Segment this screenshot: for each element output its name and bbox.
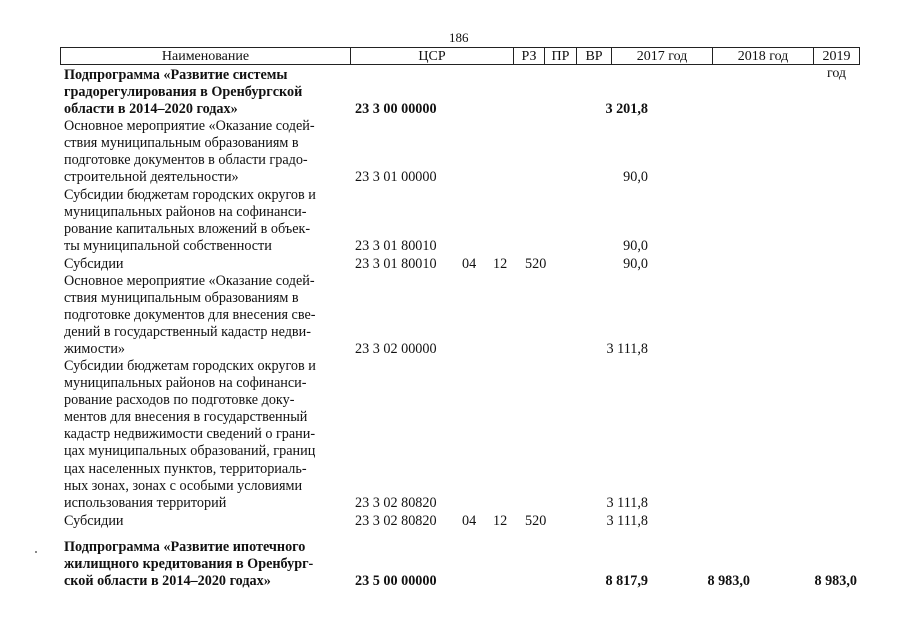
row-name-line: подготовке документов для внесения све- xyxy=(64,307,316,324)
row-name xyxy=(64,513,344,530)
row-name xyxy=(64,273,344,358)
row-name-line: использования территорий xyxy=(64,494,227,511)
row-name-line: жилищного кредитования в Оренбург- xyxy=(64,556,314,573)
row-value-2017: 90,0 xyxy=(623,256,648,272)
row-name-line: Субсидии бюджетам городских округов и xyxy=(64,358,316,374)
scan-speck xyxy=(35,551,37,553)
row-name-line: муниципальных районов на софинанси- xyxy=(64,375,307,392)
row-name-line: муниципальных районов на софинанси- xyxy=(64,204,307,221)
row-value-2019: 8 983,0 xyxy=(814,573,857,590)
row-vr: 520 xyxy=(525,513,547,529)
row-value-2017: 3 111,8 xyxy=(606,341,648,358)
header-2017: 2017 год xyxy=(612,48,713,64)
row-name-line: дений в государственный кадастр недви- xyxy=(64,324,311,341)
header-pr: ПР xyxy=(545,48,577,64)
row-csr: 23 3 01 00000 xyxy=(355,169,437,186)
row-value-2017: 3 111,8 xyxy=(606,513,648,529)
row-name xyxy=(64,256,344,273)
row-rz: 04 xyxy=(462,256,477,272)
row-value-2018: 8 983,0 xyxy=(707,573,750,590)
row-name-line: Основное мероприятие «Оказание содей- xyxy=(64,273,315,289)
row-value-2017: 3 111,8 xyxy=(606,494,648,511)
row-name-line: цах населенных пунктов, территориаль- xyxy=(64,460,307,477)
row-csr: 23 3 01 80010 xyxy=(355,238,437,255)
row-name-line: ты муниципальной собственности xyxy=(64,238,272,255)
row-name-line: кадастр недвижимости сведений о грани- xyxy=(64,426,316,443)
row-name-line: области в 2014–2020 годах» xyxy=(64,101,238,118)
row-name-line: ствия муниципальным образованиям в xyxy=(64,290,299,307)
row-value-2017: 90,0 xyxy=(623,169,648,186)
row-name xyxy=(64,187,344,255)
row-name-line: Субсидии бюджетам городских округов и xyxy=(64,187,316,203)
row-name-line: жимости» xyxy=(64,341,126,358)
row-name-line: Подпрограмма «Развитие системы xyxy=(64,67,288,83)
row-name xyxy=(64,358,344,512)
row-name-line: рование расходов по подготовке доку- xyxy=(64,392,295,409)
row-name-line: цах муниципальных образований, границ xyxy=(64,443,316,460)
row-name-line: рование капитальных вложений в объек- xyxy=(64,221,311,238)
row-pr: 12 xyxy=(493,256,508,272)
row-name xyxy=(64,67,344,118)
row-value-2017: 8 817,9 xyxy=(605,573,648,590)
row-name xyxy=(64,539,344,590)
row-value-2017: 3 201,8 xyxy=(605,101,648,118)
row-rz: 04 xyxy=(462,513,477,529)
row-name-line: Подпрограмма «Развитие ипотечного xyxy=(64,539,306,555)
row-name-line: подготовке документов в области градо- xyxy=(64,152,308,169)
page-number: 186 xyxy=(449,30,469,45)
row-csr: 23 5 00 00000 xyxy=(355,573,437,590)
row-csr: 23 3 02 00000 xyxy=(355,341,437,358)
row-csr: 23 3 02 80820 xyxy=(355,494,437,511)
row-name-line: строительной деятельности» xyxy=(64,169,239,186)
row-csr: 23 3 00 00000 xyxy=(355,101,437,118)
row-name-line: градорегулирования в Оренбургской xyxy=(64,84,303,101)
header-vr: ВР xyxy=(577,48,612,64)
row-name-line: ментов для внесения в государственный xyxy=(64,409,308,426)
row-name-line: Субсидии xyxy=(64,256,124,272)
row-name-line: ствия муниципальным образованиям в xyxy=(64,135,299,152)
row-name-line: ской области в 2014–2020 годах» xyxy=(64,573,271,590)
header-csr: ЦСР xyxy=(351,48,514,64)
header-2019: 2019 год xyxy=(822,49,851,81)
header-2018: 2018 год xyxy=(713,48,814,64)
row-csr: 23 3 01 80010 xyxy=(355,256,437,272)
row-name-line: Субсидии xyxy=(64,513,124,529)
header-name: Наименование xyxy=(61,48,351,64)
row-value-2017: 90,0 xyxy=(623,238,648,255)
row-pr: 12 xyxy=(493,513,508,529)
row-csr: 23 3 02 80820 xyxy=(355,513,437,529)
row-vr: 520 xyxy=(525,256,547,272)
row-name xyxy=(64,118,344,186)
row-name-line: Основное мероприятие «Оказание содей- xyxy=(64,118,315,134)
header-rz: РЗ xyxy=(514,48,545,64)
row-name-line: ных зонах, зонах с особыми условиями xyxy=(64,477,303,494)
